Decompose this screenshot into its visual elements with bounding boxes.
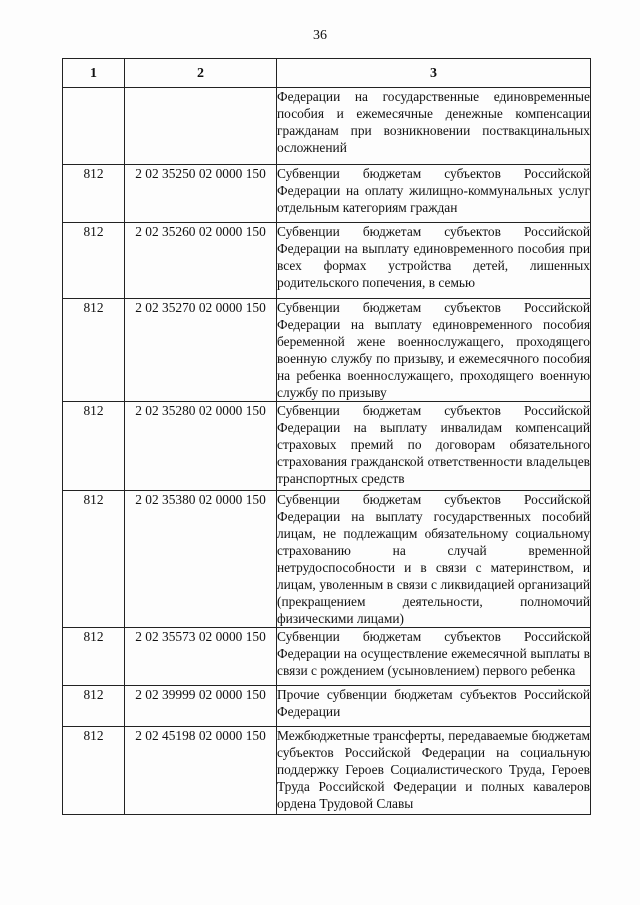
table-header-row: [63, 59, 591, 88]
budget-code-cell: 2 02 35250 02 0000 150: [125, 165, 277, 223]
admin-code-cell: [63, 88, 125, 165]
table-row: [63, 402, 591, 491]
table-row: [63, 165, 591, 223]
budget-code-cell: 2 02 35573 02 0000 150: [125, 628, 277, 686]
table-row: [63, 727, 591, 815]
description-cell: Субвенции бюджетам субъектов Российской Федерации на выплату государственных пособий лицам, не подлежащим обязательному социальному страхованию на случай временной нетрудоспособности и в связи с материнством, и лицам, уволенным в связи с ликвидацией организаций (прекращением деятельности, полномочий физическими лицами): [277, 492, 590, 626]
budget-code-cell: 2 02 35270 02 0000 150: [125, 299, 277, 402]
admin-code-cell: 812: [63, 165, 125, 223]
admin-code-cell: 812: [63, 727, 125, 815]
description-cell: Субвенции бюджетам субъектов Российской Федерации на выплату единовременного пособия при всех формах устройства детей, лишенных родительского попечения, в семью: [277, 223, 591, 299]
budget-revenue-table: [62, 58, 591, 815]
admin-code-cell: 812: [63, 402, 125, 491]
table-row: [63, 686, 591, 727]
budget-code-cell: 2 02 39999 02 0000 150: [125, 686, 277, 727]
description-cell: Субвенции бюджетам субъектов Российской Федерации на выплату единовременного пособия беременной жене военнослужащего, проходящего военную службу по призыву, и ежемесячного пособия на ребенка военнослужащего, проходящего военную службу по призыву: [277, 300, 590, 400]
page-number: 36: [313, 28, 327, 43]
table-row: [63, 299, 591, 402]
budget-code-cell: 2 02 35260 02 0000 150: [125, 223, 277, 299]
column-header-1: 1: [63, 59, 125, 88]
budget-code-cell: 2 02 45198 02 0000 150: [125, 727, 277, 815]
description-cell: Прочие субвенции бюджетам субъектов Российской Федерации: [277, 686, 591, 727]
admin-code-cell: 812: [63, 686, 125, 727]
column-header-3: 3: [277, 59, 591, 88]
table-row: [63, 628, 591, 686]
description-cell: Субвенции бюджетам субъектов Российской Федерации на выплату инвалидам компенсаций страховых премий по договорам обязательного страхования гражданской ответственности владельцев транспортных средств: [277, 402, 591, 491]
column-header-2: 2: [125, 59, 277, 88]
budget-code-cell: 2 02 35380 02 0000 150: [125, 491, 277, 628]
table-row: [63, 88, 591, 165]
admin-code-cell: 812: [63, 628, 125, 686]
budget-code-cell: [125, 88, 277, 165]
admin-code-cell: 812: [63, 223, 125, 299]
admin-code-cell: 812: [63, 299, 125, 402]
description-cell: Межбюджетные трансферты, передаваемые бюджетам субъектов Российской Федерации на социальную поддержку Героев Социалистического Труда, Героев Труда Российской Федерации и полных кавалеров ордена Трудовой Славы: [277, 727, 591, 815]
table-row: [63, 223, 591, 299]
description-cell: Федерации на государственные единовременные пособия и ежемесячные денежные компенсации гражданам при возникновении поствакцинальных осложнений: [277, 88, 591, 165]
description-cell: Субвенции бюджетам субъектов Российской Федерации на осуществление ежемесячной выплаты в связи с рождением (усыновлением) первого ребенка: [277, 628, 591, 686]
table-row: [63, 491, 591, 628]
description-cell: Субвенции бюджетам субъектов Российской Федерации на оплату жилищно-коммунальных услуг отдельным категориям граждан: [277, 165, 591, 223]
budget-code-cell: 2 02 35280 02 0000 150: [125, 402, 277, 491]
admin-code-cell: 812: [63, 491, 125, 628]
